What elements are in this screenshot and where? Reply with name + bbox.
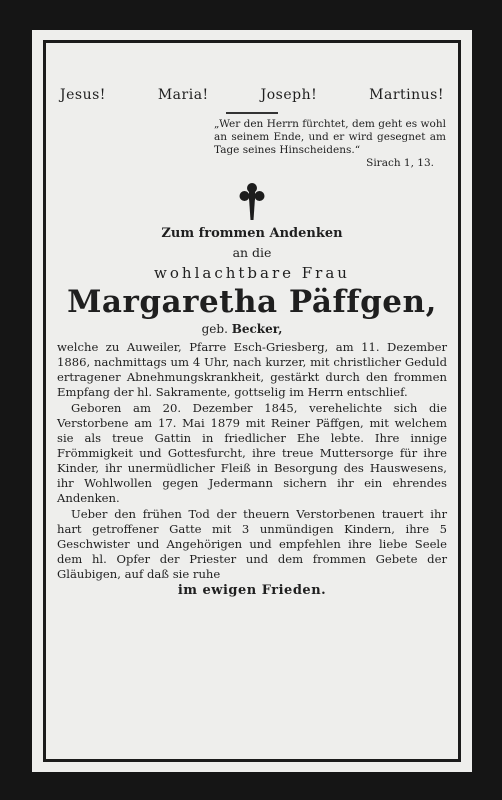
invocation-martinus: Martinus! [369,87,444,103]
invocation-row [56,49,448,103]
nee-prefix: geb. [201,322,228,336]
memorial-heading: Zum frommen Andenken [161,226,343,241]
divider [226,112,278,114]
paragraph-mourning: Ueber den frühen Tod der theuern Verstorbenen trauert ihr hart getroffener Gatte mit 3 unmündigen Kindern, ihre 5 Geschwister und Angehörigen und empfehlen ihre liebe Seele dem hl. Opfer der Priester und dem frommen Gebete der Gläubigen, auf daß sie ruhe [57,507,447,581]
quote-source: Sirach 1, 13. [366,157,434,169]
bible-quote [214,118,446,170]
closing-line: im ewigen Frieden. [177,583,327,598]
card-content [56,49,448,753]
honorific-title: wohlachtbare Frau [154,264,350,282]
biography-text [56,340,448,582]
invocation-jesus: Jesus! [60,87,106,103]
deceased-name: Margaretha Päffgen, [67,284,437,320]
quote-text: „Wer den Herrn fürchtet, dem geht es wohl an seinem Ende, und er wird gesegnet am Tage seines Hinscheidens.“ [214,118,446,156]
to-the-line: an die [232,245,272,260]
paragraph-life: Geboren am 20. Dezember 1845, verehelichte sich die Verstorbene am 17. Mai 1879 mit Reiner Päffgen, mit welchem sie als treue Gattin in friedlicher Ehe lebte. Ihre innige Frömmigkeit und Gottesfurcht, ihre treue Muttersorge für ihre Kinder, ihr unermüdlicher Fleiß in Besorgung des Hauswesens, ihr Wohlwollen gegen Jedermann sichern ihr ein ehrendes Andenken. [57,401,447,505]
maiden-name: Becker, [231,322,283,336]
memorial-card [32,30,472,772]
mourning-border [43,40,461,762]
maiden-name-line [36,322,448,336]
invocation-joseph: Joseph! [260,87,318,103]
paragraph-death: welche zu Auweiler, Pfarre Esch-Griesberg, am 11. Dezember 1886, nachmittags um 4 Uhr, nach kurzer, mit christlicher Geduld ertragener Abnehmungskrankheit, gestärkt durch den frommen Empfang der hl. Sakramente, gottselig im Herrn entschlief. [57,340,447,399]
cross-pattee-icon [56,182,448,222]
invocation-maria: Maria! [157,87,209,103]
